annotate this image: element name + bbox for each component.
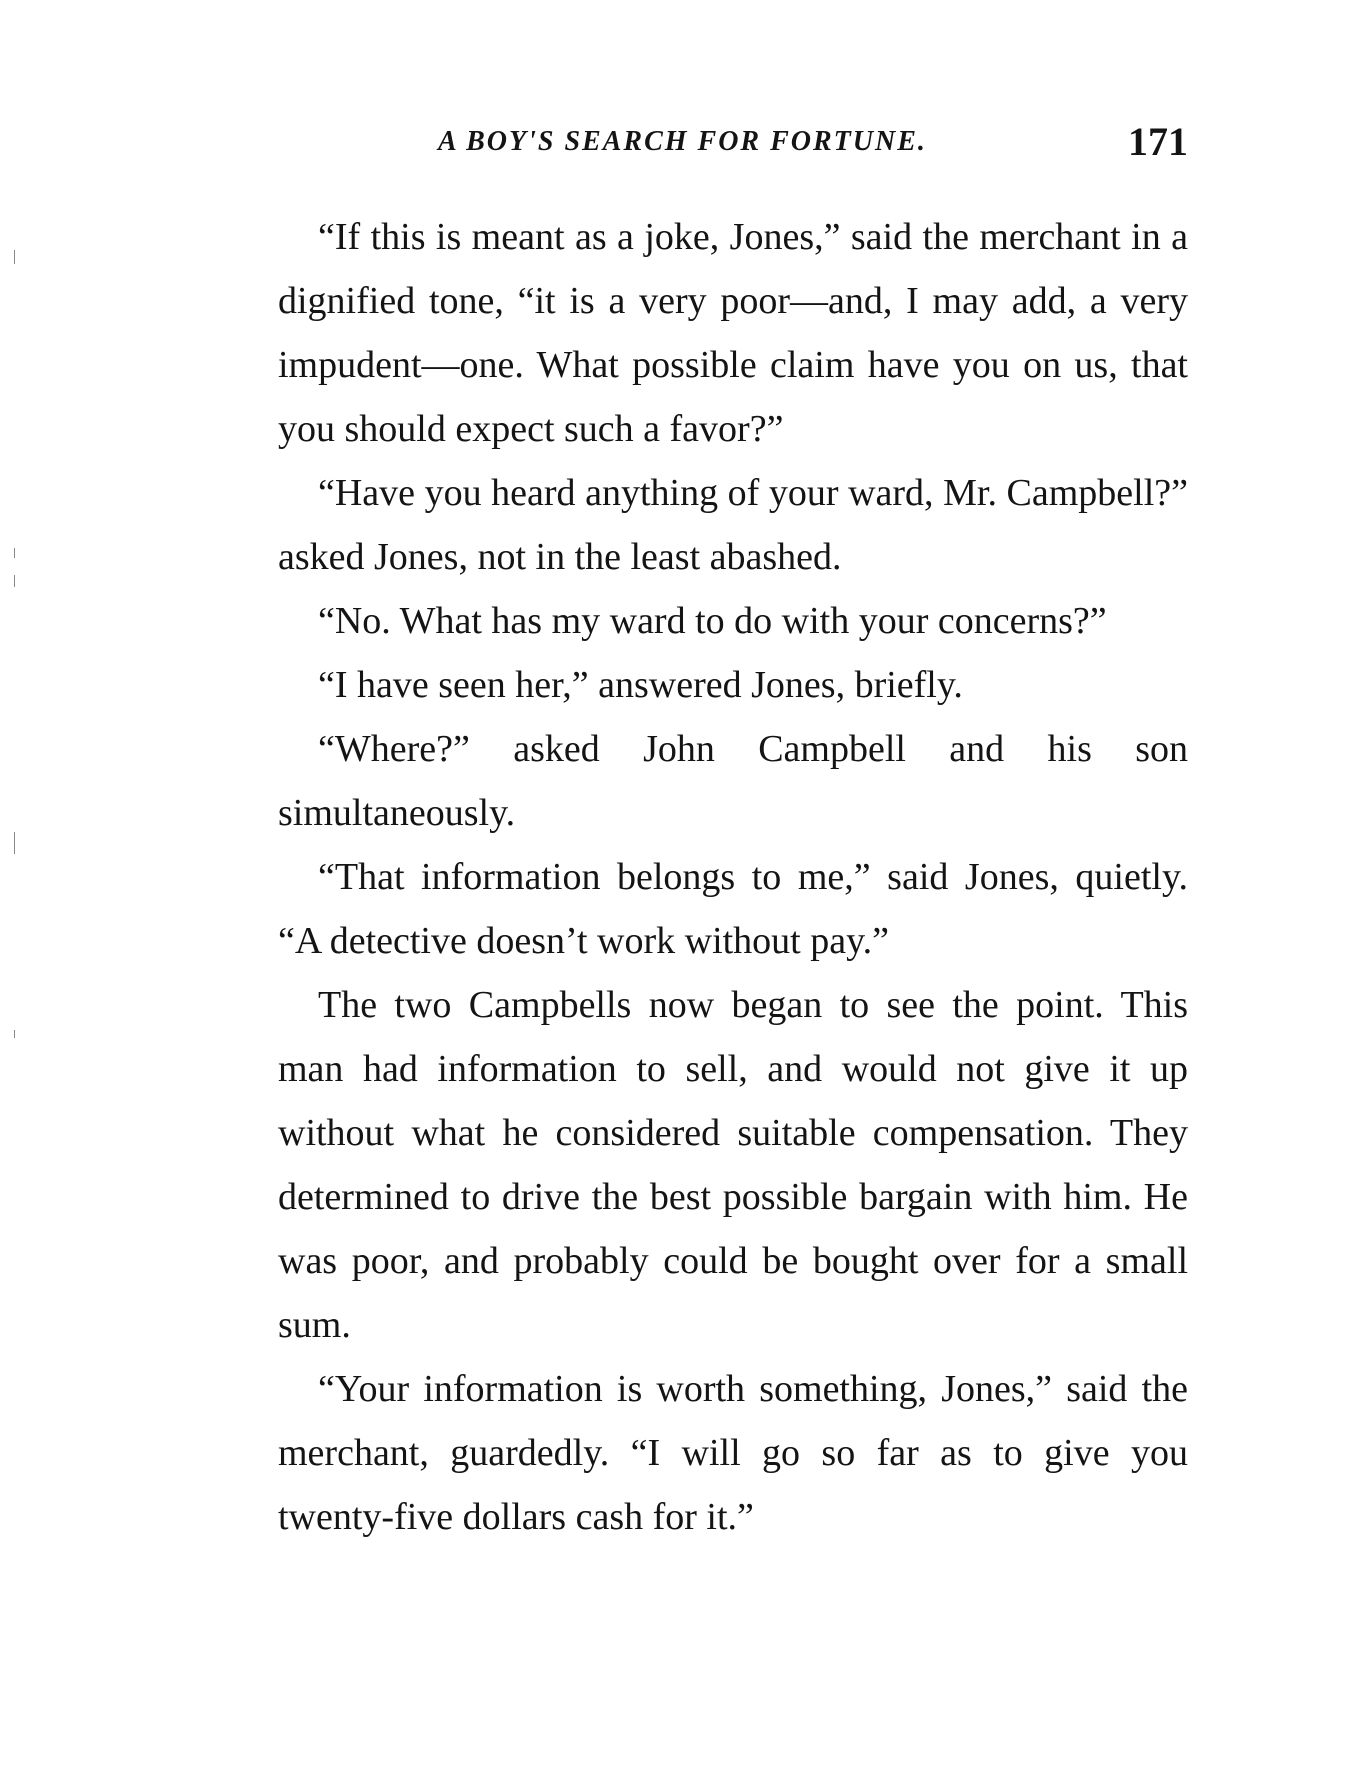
scan-mark (14, 250, 15, 264)
paragraph: “If this is meant as a joke, Jones,” said the merchant in a dignified tone, “it is a very poor—and, I may add, a very impudent—one. What possible claim have you on us, that you should expect such a favor?” (278, 216, 1188, 450)
scan-mark (14, 548, 15, 558)
page-number: 171 (1128, 119, 1188, 164)
paragraph: “I have seen her,” answered Jones, briefly. (318, 664, 963, 706)
paragraph: “Where?” asked John Campbell and his son simultaneously. (278, 728, 1188, 834)
paragraph: The two Campbells now began to see the point. This man had information to sell, and would not give it up without what he considered suitable compensation. They determined to drive the best possible bargain with him. He was poor, and probably could be bought over for a small sum. (278, 984, 1188, 1346)
running-title: A BOY'S SEARCH FOR FORTUNE. (438, 126, 927, 157)
paragraph: “No. What has my ward to do with your concerns?” (318, 600, 1107, 642)
running-head (278, 118, 1188, 168)
scan-mark (14, 832, 15, 854)
scan-mark (14, 575, 15, 587)
paragraph: “Your information is worth something, Jones,” said the merchant, guardedly. “I will go so far as to give you twenty-five dollars cash for it.” (278, 1368, 1188, 1538)
scan-mark (14, 1030, 15, 1038)
scan-margin-marks (0, 0, 30, 1773)
body-text (278, 205, 1188, 1549)
paragraph: “Have you heard anything of your ward, Mr. Campbell?” asked Jones, not in the least abashed. (278, 472, 1188, 578)
paragraph: “That information belongs to me,” said Jones, quietly. “A detective doesn’t work without pay.” (278, 856, 1188, 962)
